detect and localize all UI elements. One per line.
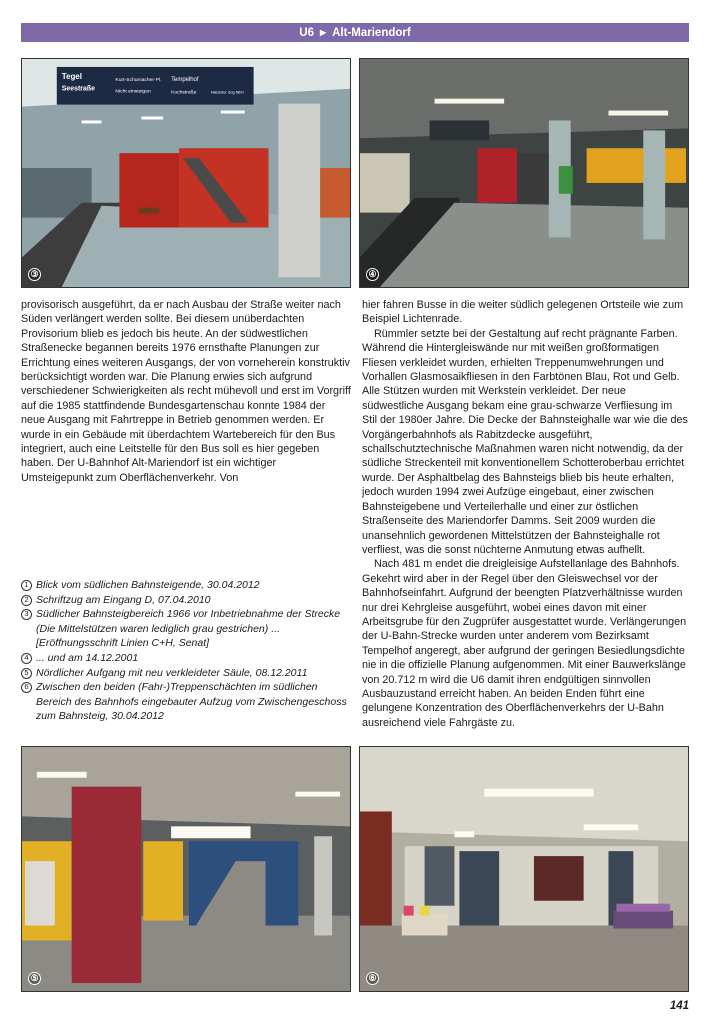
caption-text: Nördlicher Aufgang mit neu verkleideter Säule, 08.12.2011 — [36, 666, 308, 679]
sign-kochstrasse: Kochstraße — [171, 90, 197, 96]
caption-text: Schriftzug am Eingang D, 07.04.2010 — [36, 593, 211, 606]
caption-item — [21, 680, 351, 724]
photo-number: ③ — [28, 268, 41, 281]
left-column-text — [21, 298, 351, 485]
caption-item — [21, 593, 351, 608]
caption-item — [21, 666, 351, 681]
caption-number: 6 — [21, 682, 32, 693]
caption-number: 3 — [21, 609, 32, 620]
sign-nicht-einsteigen: Nicht einsteigen — [115, 89, 151, 95]
body-paragraph-2: Rümmler setzte bei der Gestaltung auf recht prägnante Farben. Während die Hintergleiswände nur mit weißen großformatigen Fliesen verkleidet wurden, erhielten Treppenumwehrungen und Vorhallen Glasmosaikfliesen in den Farbtönen Blau, Rot und Gelb. Alle Stützen wurden mit Werkstein verkleidet. Der neue südwestliche Ausgang bekam eine grau-schwarze Verfliesung im Stil der 1980er Jahre. Die Decke der Bahnsteighalle war wie die des Vorgängerbahnhofs als Rabitzdecke ausgeführt, schallschutztechnische Maßnahmen waren nicht notwendig, da der südliche Streckenteil mit konventionellem Schotteroberbau errichtet wurde. Der Asphaltbelag des Bahnsteigs blieb bis heute erhalten, jedoch wurden 1994 zwei Aufzüge eingebaut, einer zwischen Bahnsteigebene und Verteilerhalle und einer zur östlichen Straßenseite des Mariendorfer Damms. Seit 2009 wurden die unansehnlich gewordenen Mittelstützen der Bahnsteighalle rot verfliest, was die sonst nüchterne Anmutung etwas aufhellt. — [362, 327, 688, 556]
photo-southern-elevator — [359, 746, 689, 992]
caption-item — [21, 578, 351, 593]
photo-platform-2001 — [359, 58, 689, 288]
photo-northern-exit — [21, 746, 351, 992]
page-number: 141 — [669, 1000, 689, 1012]
body-paragraph-3: Nach 481 m endet die dreigleisige Aufstellanlage des Bahnhofs. Gekehrt wird aber in der Regel über den Gleiswechsel vor der Bahnhofseinfahrt. Aufgrund der beengten Platzverhältnisse wurden nur drei Kehrgleise ausgeführt, wobei eines davon mit einer Arbeitsgrube für den Zugprüfer ausgestattet wurde. Verlängerungen der U-Bahn-Strecke wurden unter anderem vom Bezirksamt Tempelhof angeregt, aber aufgrund der geringen Besiedlungsdichte nie in die offizielle Planung aufgenommen. Mit einer Bauwerkslänge von 20.712 m wird die U6 damit ihren endgültigen sinnvollen Ausbauzustand erreicht haben. An beiden Enden führt eine gelungene Konzentration des Oberflächenverkehrs der U-Bahn ausreichend viele Fahrgäste zu. — [362, 558, 687, 729]
photo-captions — [21, 578, 351, 724]
caption-item — [21, 607, 351, 651]
right-column-text — [362, 298, 689, 730]
sign-naechster-zug: Nächster Zug fährt — [210, 89, 244, 95]
body-paragraph: provisorisch ausgeführt, da er nach Ausbau der Straße weiter nach Süden verlängert werden sollte. Bei diesem unüberdachten Provisorium blieb es jedoch bis heute. An der südwestlichen Straßenecke begannen bereits 1976 ernsthafte Planungen zur Errichtung eines weiteren Ausgangs, der von vorneherein konstruktiv berücksichtigt worden war. Die Planung erwies sich aufgrund verschiedener Schwierigkeiten als recht mühevoll und erst im Vorgriff auf die 1985 stattfindende Bundesgartenschau konnte 1984 der neue Ausgang mit Fahrtreppe in Betrieb genommen werden. Er wurde in ein Gebäude mit überdachtem Wartebereich für den Bus integriert, auch eine Leitstelle für den Bus soll es hier gegeben haben. Der U-Bahnhof Alt-Mariendorf ist ein wichtiger Umsteigepunkt zum Oberflächenverkehr. Von — [21, 299, 351, 484]
photo-number: ⑤ — [28, 972, 41, 985]
caption-text: Blick vom südlichen Bahnsteigende, 30.04.2012 — [36, 579, 260, 591]
caption-text: ... und am 14.12.2001 — [36, 651, 139, 664]
photo-6-illustration — [360, 747, 688, 991]
sign-kurt-schumacher: Kurt-Schumacher-Pl. — [115, 77, 162, 83]
photo-3-illustration — [22, 59, 350, 287]
caption-number: 4 — [21, 653, 32, 664]
line-label: U6 — [299, 26, 314, 39]
station-label: Alt-Mariendorf — [332, 26, 411, 39]
caption-text: Südlicher Bahnsteigbereich 1966 vor Inbetriebnahme der Strecke (Die Mittelstützen waren lediglich grau gestrichen) ... [Eröffnungsschrift Linien C+H, Senat] — [36, 608, 341, 650]
photo-5-illustration — [22, 747, 350, 991]
caption-text: Zwischen den beiden (Fahr-)Treppenschächten im südlichen Bereich des Bahnhofs eingebauter Aufzug vom Zwischengeschoss zum Bahnsteig, 30.04.2012 — [36, 681, 347, 723]
body-paragraph-1: hier fahren Busse in die weiter südlich gelegenen Ortsteile wie zum Beispiel Lichtenrade. — [362, 299, 684, 326]
sign-seestrasse: Seestraße — [61, 85, 95, 93]
photo-number: ⑥ — [366, 972, 379, 985]
caption-number: 2 — [21, 595, 32, 606]
caption-item — [21, 651, 351, 666]
photo-platform-1966 — [21, 58, 351, 288]
sign-tegel: Tegel — [61, 71, 82, 81]
caption-number: 5 — [21, 668, 32, 679]
chapter-header — [21, 23, 689, 42]
photo-4-illustration — [360, 59, 688, 287]
photo-number: ④ — [366, 268, 379, 281]
sign-tempelhof: Tempelhof — [171, 76, 199, 83]
caption-number: 1 — [21, 580, 32, 591]
triangle-right-icon: ▶ — [319, 28, 327, 37]
